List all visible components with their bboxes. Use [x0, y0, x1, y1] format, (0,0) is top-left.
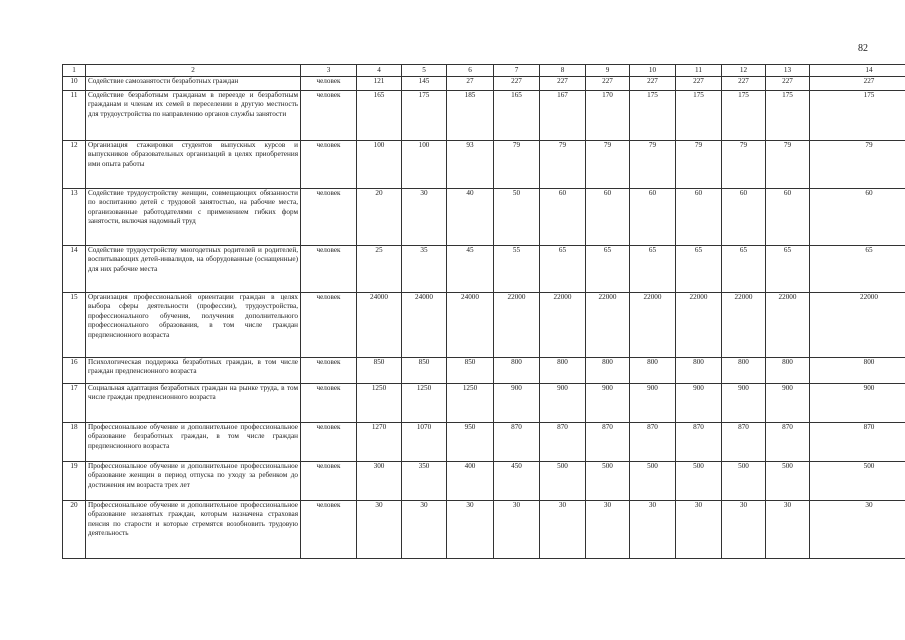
value-cell: 30 — [676, 501, 722, 559]
column-header: 12 — [722, 65, 766, 77]
value-cell: 27 — [447, 77, 494, 91]
value-cell: 65 — [722, 246, 766, 293]
indicator-name: Профессиональное обучение и дополнительное профессиональное образование женщин в период отпуска по уходу за ребенком до достижения им возраста трех лет — [86, 462, 301, 501]
value-cell: 65 — [540, 246, 586, 293]
value-cell: 79 — [630, 141, 676, 189]
value-cell: 121 — [357, 77, 402, 91]
indicator-name: Организация профессиональной ориентации граждан в целях выбора сферы деятельности (профессии), трудоустройства, профессионального обучения, получения дополнительного профессионального образования, в том числе граждан предпенсионного возраста — [86, 293, 301, 358]
value-cell: 870 — [586, 423, 630, 462]
value-cell: 145 — [402, 77, 447, 91]
value-cell: 800 — [540, 358, 586, 384]
value-cell: 500 — [676, 462, 722, 501]
header-row — [63, 65, 905, 77]
value-cell: 55 — [494, 246, 540, 293]
row-number: 13 — [63, 189, 86, 246]
indicator-name: Профессиональное обучение и дополнительное профессиональное образование незанятых граждан, которым назначена страховая пенсия по старости и которые стремятся возобновить трудовую деятельность — [86, 501, 301, 559]
value-cell: 175 — [722, 91, 766, 141]
value-cell: 30 — [586, 501, 630, 559]
value-cell: 900 — [540, 384, 586, 423]
column-header: 4 — [357, 65, 402, 77]
table-row — [63, 501, 905, 559]
value-cell: 79 — [540, 141, 586, 189]
value-cell: 30 — [357, 501, 402, 559]
value-cell: 900 — [810, 384, 905, 423]
value-cell: 22000 — [494, 293, 540, 358]
unit-cell: человек — [301, 423, 357, 462]
value-cell: 1070 — [402, 423, 447, 462]
indicator-name: Социальная адаптация безработных граждан на рынке труда, в том числе граждан предпенсионного возраста — [86, 384, 301, 423]
value-cell: 40 — [447, 189, 494, 246]
value-cell: 100 — [357, 141, 402, 189]
value-cell: 800 — [676, 358, 722, 384]
table-row — [63, 246, 905, 293]
value-cell: 500 — [540, 462, 586, 501]
table-row — [63, 141, 905, 189]
unit-cell: человек — [301, 91, 357, 141]
row-number: 10 — [63, 77, 86, 91]
value-cell: 30 — [402, 189, 447, 246]
value-cell: 165 — [494, 91, 540, 141]
column-header: 14 — [810, 65, 905, 77]
indicator-name: Психологическая поддержка безработных граждан, в том числе граждан предпенсионного возраста — [86, 358, 301, 384]
value-cell: 500 — [586, 462, 630, 501]
value-cell: 65 — [810, 246, 905, 293]
row-number: 20 — [63, 501, 86, 559]
value-cell: 65 — [676, 246, 722, 293]
value-cell: 22000 — [810, 293, 905, 358]
column-header: 8 — [540, 65, 586, 77]
value-cell: 65 — [586, 246, 630, 293]
value-cell: 20 — [357, 189, 402, 246]
value-cell: 30 — [402, 501, 447, 559]
unit-cell: человек — [301, 501, 357, 559]
value-cell: 800 — [766, 358, 810, 384]
value-cell: 800 — [494, 358, 540, 384]
column-header: 6 — [447, 65, 494, 77]
row-number: 15 — [63, 293, 86, 358]
unit-cell: человек — [301, 141, 357, 189]
value-cell: 900 — [494, 384, 540, 423]
value-cell: 850 — [402, 358, 447, 384]
table-row — [63, 91, 905, 141]
value-cell: 22000 — [586, 293, 630, 358]
column-header: 11 — [676, 65, 722, 77]
value-cell: 170 — [586, 91, 630, 141]
value-cell: 30 — [494, 501, 540, 559]
column-header: 3 — [301, 65, 357, 77]
row-number: 12 — [63, 141, 86, 189]
table-row — [63, 293, 905, 358]
value-cell: 900 — [630, 384, 676, 423]
value-cell: 30 — [810, 501, 905, 559]
value-cell: 800 — [630, 358, 676, 384]
unit-cell: человек — [301, 77, 357, 91]
row-number: 11 — [63, 91, 86, 141]
value-cell: 22000 — [630, 293, 676, 358]
value-cell: 22000 — [676, 293, 722, 358]
value-cell: 79 — [586, 141, 630, 189]
unit-cell: человек — [301, 246, 357, 293]
value-cell: 60 — [586, 189, 630, 246]
value-cell: 30 — [447, 501, 494, 559]
value-cell: 175 — [810, 91, 905, 141]
table-row — [63, 423, 905, 462]
value-cell: 24000 — [447, 293, 494, 358]
value-cell: 870 — [630, 423, 676, 462]
value-cell: 25 — [357, 246, 402, 293]
value-cell: 167 — [540, 91, 586, 141]
value-cell: 35 — [402, 246, 447, 293]
indicators-table — [62, 64, 905, 559]
value-cell: 50 — [494, 189, 540, 246]
table-row — [63, 77, 905, 91]
value-cell: 870 — [676, 423, 722, 462]
value-cell: 870 — [722, 423, 766, 462]
column-header: 9 — [586, 65, 630, 77]
value-cell: 22000 — [722, 293, 766, 358]
value-cell: 900 — [766, 384, 810, 423]
value-cell: 500 — [766, 462, 810, 501]
value-cell: 30 — [722, 501, 766, 559]
value-cell: 1270 — [357, 423, 402, 462]
value-cell: 79 — [722, 141, 766, 189]
column-header: 7 — [494, 65, 540, 77]
indicator-name: Профессиональное обучение и дополнительное профессиональное образование безработных граждан, в том числе граждан предпенсионного возраста — [86, 423, 301, 462]
value-cell: 79 — [676, 141, 722, 189]
unit-cell: человек — [301, 293, 357, 358]
value-cell: 60 — [810, 189, 905, 246]
value-cell: 450 — [494, 462, 540, 501]
column-header: 1 — [63, 65, 86, 77]
table-row — [63, 462, 905, 501]
value-cell: 500 — [722, 462, 766, 501]
value-cell: 227 — [540, 77, 586, 91]
table-row — [63, 384, 905, 423]
value-cell: 870 — [540, 423, 586, 462]
value-cell: 400 — [447, 462, 494, 501]
unit-cell: человек — [301, 358, 357, 384]
indicator-name: Организация стажировки студентов выпускных курсов и выпускников образовательных организаций в целях приобретения ими опыта работы — [86, 141, 301, 189]
value-cell: 24000 — [402, 293, 447, 358]
value-cell: 850 — [447, 358, 494, 384]
row-number: 16 — [63, 358, 86, 384]
value-cell: 185 — [447, 91, 494, 141]
value-cell: 870 — [766, 423, 810, 462]
value-cell: 22000 — [540, 293, 586, 358]
value-cell: 60 — [722, 189, 766, 246]
indicator-name: Содействие самозанятости безработных граждан — [86, 77, 301, 91]
value-cell: 175 — [766, 91, 810, 141]
value-cell: 227 — [494, 77, 540, 91]
unit-cell: человек — [301, 189, 357, 246]
row-number: 17 — [63, 384, 86, 423]
column-header: 13 — [766, 65, 810, 77]
value-cell: 500 — [630, 462, 676, 501]
value-cell: 800 — [722, 358, 766, 384]
value-cell: 30 — [630, 501, 676, 559]
value-cell: 870 — [810, 423, 905, 462]
value-cell: 65 — [766, 246, 810, 293]
value-cell: 79 — [494, 141, 540, 189]
column-header: 10 — [630, 65, 676, 77]
value-cell: 800 — [810, 358, 905, 384]
value-cell: 227 — [676, 77, 722, 91]
value-cell: 227 — [722, 77, 766, 91]
value-cell: 850 — [357, 358, 402, 384]
row-number: 18 — [63, 423, 86, 462]
page-number: 82 — [858, 43, 868, 54]
value-cell: 60 — [676, 189, 722, 246]
unit-cell: человек — [301, 462, 357, 501]
value-cell: 60 — [540, 189, 586, 246]
value-cell: 227 — [586, 77, 630, 91]
value-cell: 60 — [630, 189, 676, 246]
indicator-name: Содействие безработным гражданам в переезде и безработным гражданам и членам их семей в переселении в другую местность для трудоустройства по направлению органов службы занятости — [86, 91, 301, 141]
value-cell: 950 — [447, 423, 494, 462]
value-cell: 79 — [766, 141, 810, 189]
value-cell: 1250 — [402, 384, 447, 423]
value-cell: 100 — [402, 141, 447, 189]
value-cell: 900 — [722, 384, 766, 423]
value-cell: 175 — [630, 91, 676, 141]
column-header: 2 — [86, 65, 301, 77]
row-number: 14 — [63, 246, 86, 293]
value-cell: 870 — [494, 423, 540, 462]
value-cell: 800 — [586, 358, 630, 384]
value-cell: 227 — [630, 77, 676, 91]
row-number: 19 — [63, 462, 86, 501]
value-cell: 227 — [810, 77, 905, 91]
value-cell: 65 — [630, 246, 676, 293]
value-cell: 30 — [766, 501, 810, 559]
value-cell: 227 — [766, 77, 810, 91]
margin-scan-mark — [884, 290, 892, 370]
value-cell: 22000 — [766, 293, 810, 358]
value-cell: 500 — [810, 462, 905, 501]
value-cell: 60 — [766, 189, 810, 246]
table-row — [63, 189, 905, 246]
value-cell: 900 — [586, 384, 630, 423]
value-cell: 175 — [676, 91, 722, 141]
indicator-name: Содействие трудоустройству многодетных родителей и родителей, воспитывающих детей-инвалидов, на оборудованные (оснащенные) для них рабочие места — [86, 246, 301, 293]
value-cell: 165 — [357, 91, 402, 141]
table-row — [63, 358, 905, 384]
value-cell: 900 — [676, 384, 722, 423]
value-cell: 1250 — [357, 384, 402, 423]
unit-cell: человек — [301, 384, 357, 423]
value-cell: 93 — [447, 141, 494, 189]
value-cell: 175 — [402, 91, 447, 141]
value-cell: 45 — [447, 246, 494, 293]
value-cell: 30 — [540, 501, 586, 559]
value-cell: 1250 — [447, 384, 494, 423]
indicator-name: Содействие трудоустройству женщин, совмещающих обязанности по воспитанию детей с трудовой занятостью, на рабочие места, организованные работодателями с применением гибких форм занятости, включая надомный труд — [86, 189, 301, 246]
value-cell: 300 — [357, 462, 402, 501]
value-cell: 79 — [810, 141, 905, 189]
value-cell: 350 — [402, 462, 447, 501]
value-cell: 24000 — [357, 293, 402, 358]
column-header: 5 — [402, 65, 447, 77]
